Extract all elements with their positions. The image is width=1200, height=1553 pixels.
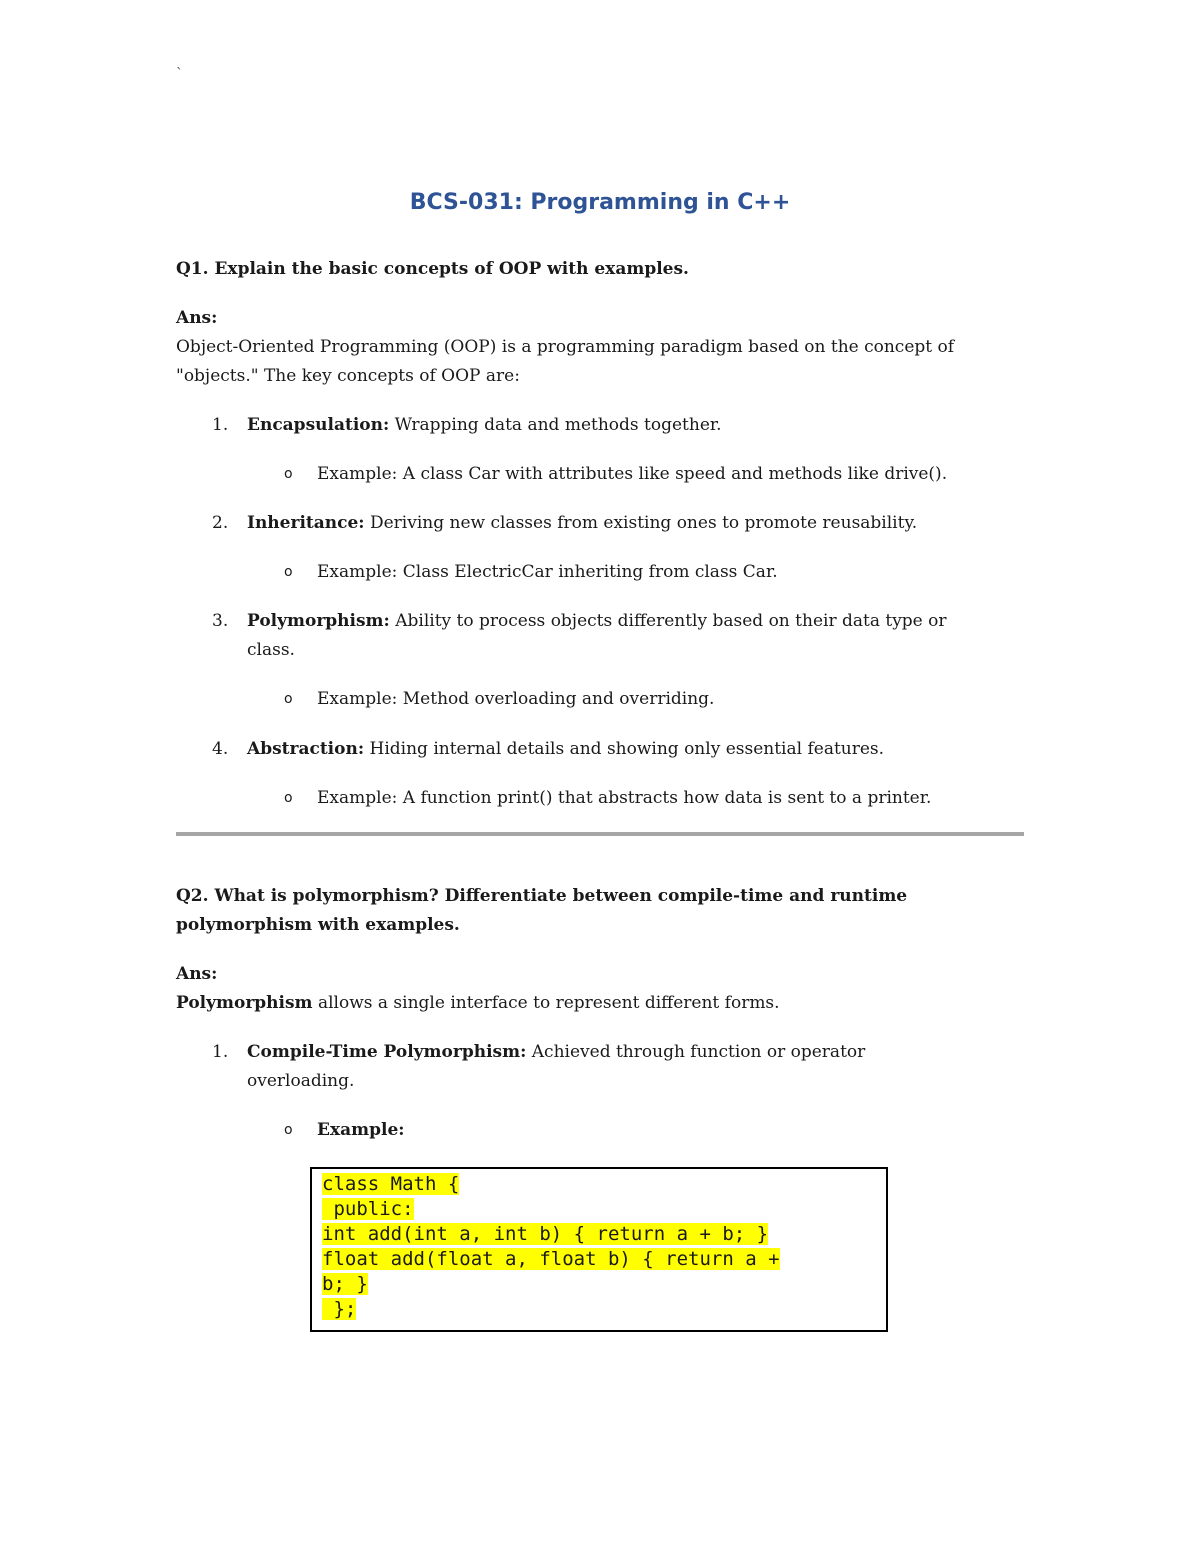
q1-item-example: Example: Method overloading and overriding. — [317, 689, 715, 709]
q2-item-number: 1. — [212, 1042, 229, 1062]
q1-item-number: 2. — [212, 513, 229, 533]
code-line: int add(int a, int b) { return a + b; } — [322, 1223, 769, 1245]
q2-intro-rest: allows a single interface to represent different forms. — [312, 993, 780, 1013]
code-line: class Math { — [322, 1173, 460, 1195]
q1-list-item — [247, 607, 947, 636]
q1-item-desc: Wrapping data and methods together. — [389, 415, 722, 435]
q1-list-item — [247, 411, 722, 440]
q1-item-example: Example: A function print() that abstracts how data is sent to a printer. — [317, 788, 932, 808]
code-line: public: — [322, 1198, 414, 1220]
q1-item-term: Encapsulation: — [247, 415, 390, 435]
code-line: b; } — [322, 1273, 368, 1295]
q2-item-desc-cont: overloading. — [247, 1071, 355, 1091]
q1-question: Q1. Explain the basic concepts of OOP with examples. — [176, 259, 689, 279]
page-mark: ` — [176, 66, 183, 82]
q1-item-desc-cont: class. — [247, 640, 295, 660]
q1-ans-label: Ans: — [176, 308, 218, 328]
q2-list-item — [247, 1038, 865, 1067]
q1-list-item — [247, 735, 884, 764]
bullet-icon: o — [284, 564, 293, 580]
q1-item-example: Example: Class ElectricCar inheriting from class Car. — [317, 562, 778, 582]
q2-item-desc: Achieved through function or operator — [526, 1042, 866, 1062]
q1-item-example: Example: A class Car with attributes like speed and methods like drive(). — [317, 464, 948, 484]
code-line: float add(float a, float b) { return a + — [322, 1248, 780, 1270]
q2-intro-term: Polymorphism — [176, 993, 313, 1013]
bullet-icon: o — [284, 790, 293, 806]
code-block — [310, 1167, 888, 1332]
q1-item-term: Polymorphism: — [247, 611, 390, 631]
q1-item-term: Abstraction: — [247, 739, 365, 759]
q1-item-desc: Ability to process objects differently based on their data type or — [389, 611, 947, 631]
q2-question-line2: polymorphism with examples. — [176, 915, 460, 935]
q2-question-line1: Q2. What is polymorphism? Differentiate between compile-time and runtime — [176, 886, 908, 906]
q1-item-desc: Hiding internal details and showing only essential features. — [364, 739, 885, 759]
q2-ans-label: Ans: — [176, 964, 218, 984]
q1-item-number: 1. — [212, 415, 229, 435]
q2-item-term: Compile-Time Polymorphism: — [247, 1042, 527, 1062]
bullet-icon: o — [284, 466, 293, 482]
section-divider — [176, 832, 1024, 836]
document-title: BCS-031: Programming in C++ — [409, 190, 791, 215]
q1-item-number: 3. — [212, 611, 229, 631]
bullet-icon: o — [284, 1122, 293, 1138]
q2-example-label: Example: — [317, 1120, 405, 1140]
bullet-icon: o — [284, 691, 293, 707]
q1-intro-line2: "objects." The key concepts of OOP are: — [176, 366, 520, 386]
q1-item-term: Inheritance: — [247, 513, 365, 533]
q1-item-desc: Deriving new classes from existing ones to promote reusability. — [364, 513, 918, 533]
q1-list-item — [247, 509, 917, 538]
q1-item-number: 4. — [212, 739, 229, 759]
q1-intro-line1: Object-Oriented Programming (OOP) is a programming paradigm based on the concept of — [176, 337, 955, 357]
q2-intro — [176, 989, 780, 1018]
code-line: }; — [322, 1298, 357, 1320]
